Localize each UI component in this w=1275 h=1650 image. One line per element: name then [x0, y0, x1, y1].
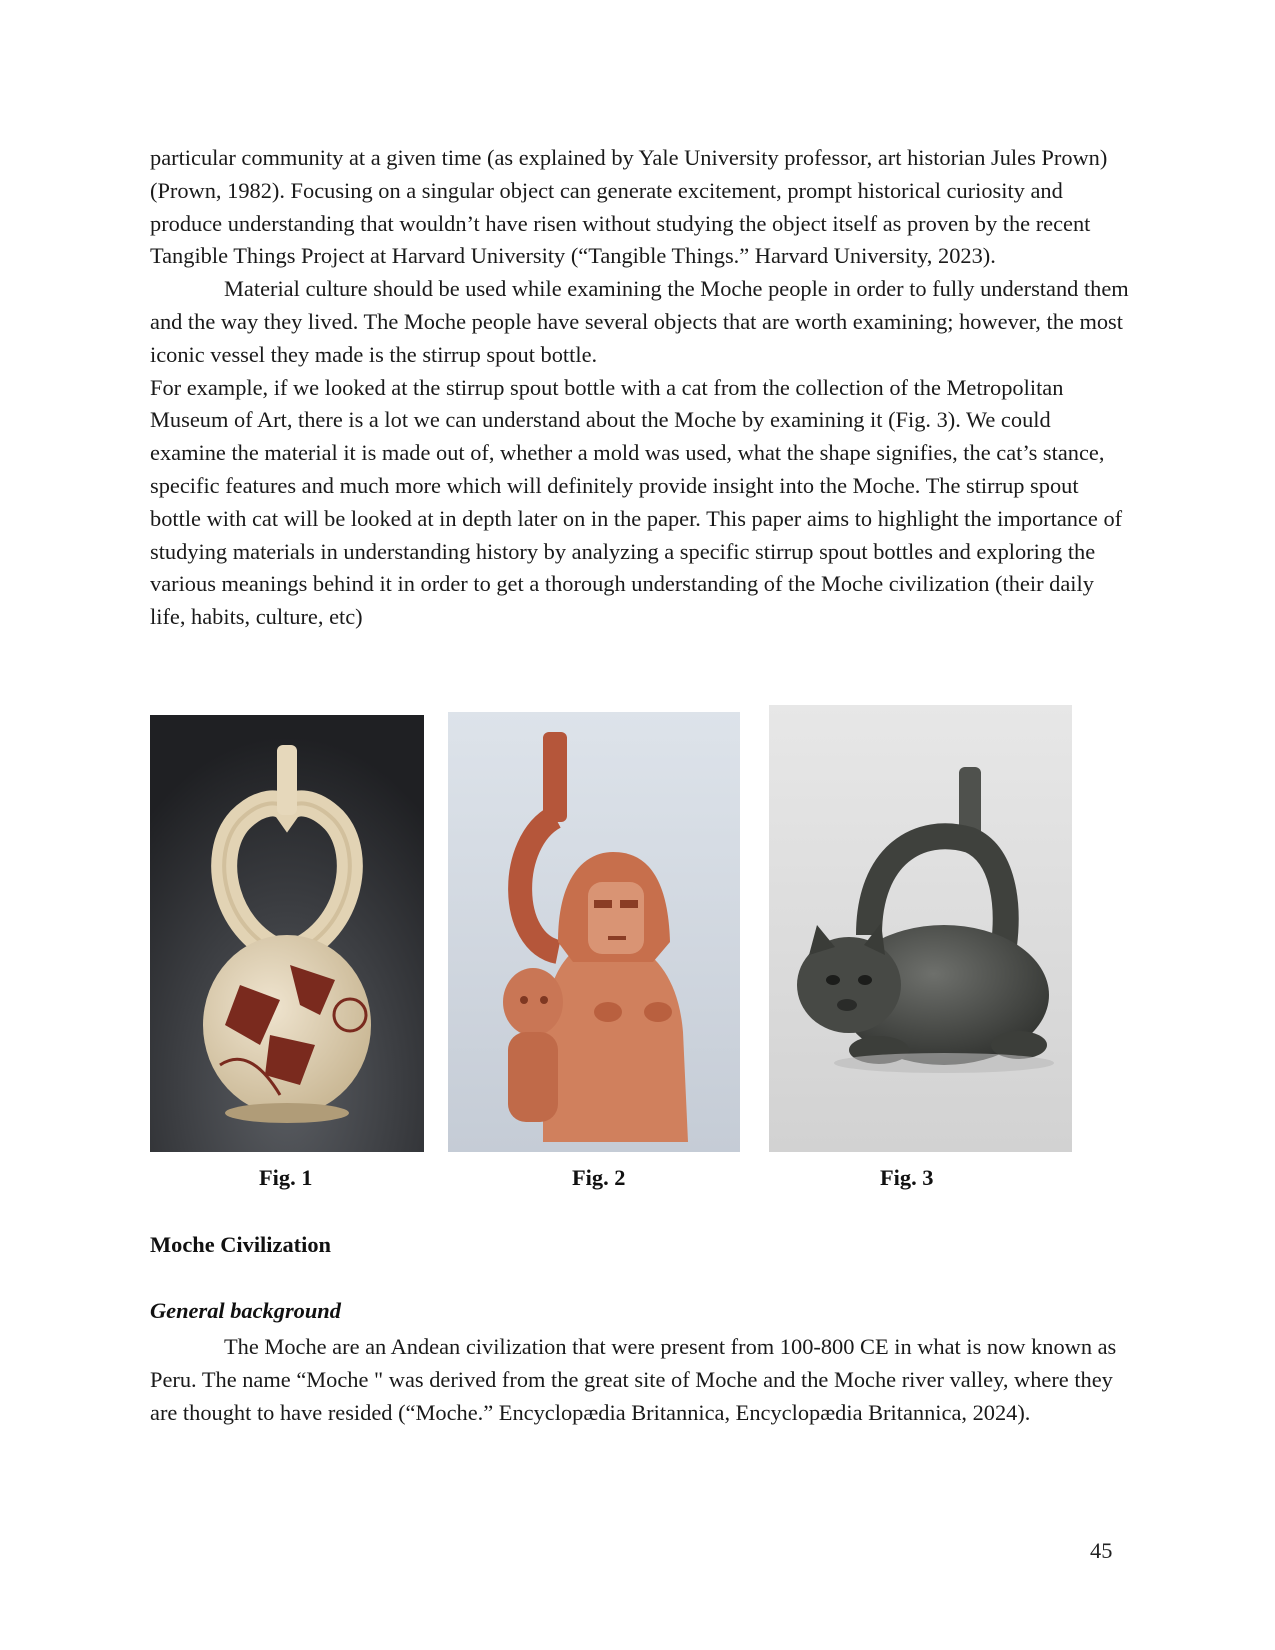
- paragraph-3: For example, if we looked at the stirrup spout bottle with a cat from the collection of the Metropolitan Museum of Art, there is a lot we can understand about the Moche by examining it (Fig. 3). We could examine the material it is made out of, whether a mold was used, what the shape signifies, the cat’s stance, specific features and much more which will definitely provide insight into the Moche. The stirrup spout bottle with cat will be looked at in depth later on in the paper. This paper aims to highlight the importance of studying materials in understanding history by analyzing a specific stirrup spout bottles and exploring the various meanings behind it in order to get a thorough understanding of the Moche civilization (their daily life, habits, culture, etc): [150, 374, 1123, 630]
- section-subheading: General background: [150, 1298, 341, 1323]
- figure-2-image: [448, 712, 740, 1152]
- figure-2-caption: Fig. 2: [572, 1165, 626, 1190]
- paragraph-1: particular community at a given time (as explained by Yale University professor, art historian Jules Prown) (Prown, 1982). Focusing on a singular object can generate excitement, prompt historical curiosity and produce understanding that wouldn’t have risen without studying the object itself as proven by the recent Tangible Things Project at Harvard University (“Tangible Things.” Harvard University, 2023).: [150, 145, 1108, 269]
- page-number: 45: [1090, 1538, 1113, 1563]
- body-text: [150, 142, 1130, 634]
- figure-1-image: [150, 715, 424, 1152]
- figure-3-image: [769, 705, 1072, 1152]
- section-heading: Moche Civilization: [150, 1232, 331, 1257]
- figure-1-caption: Fig. 1: [259, 1165, 313, 1190]
- section-text: [150, 1331, 1130, 1429]
- figure-3-caption: Fig. 3: [880, 1165, 934, 1190]
- paragraph-2: Material culture should be used while examining the Moche people in order to fully understand them and the way they lived. The Moche people have several objects that are worth examining; however, the most iconic vessel they made is the stirrup spout bottle.: [150, 276, 1129, 367]
- section-paragraph: The Moche are an Andean civilization that were present from 100-800 CE in what is now known as Peru. The name “Moche " was derived from the great site of Moche and the Moche river valley, where they are thought to have resided (“Moche.” Encyclopædia Britannica, Encyclopædia Britannica, 2024).: [150, 1334, 1117, 1425]
